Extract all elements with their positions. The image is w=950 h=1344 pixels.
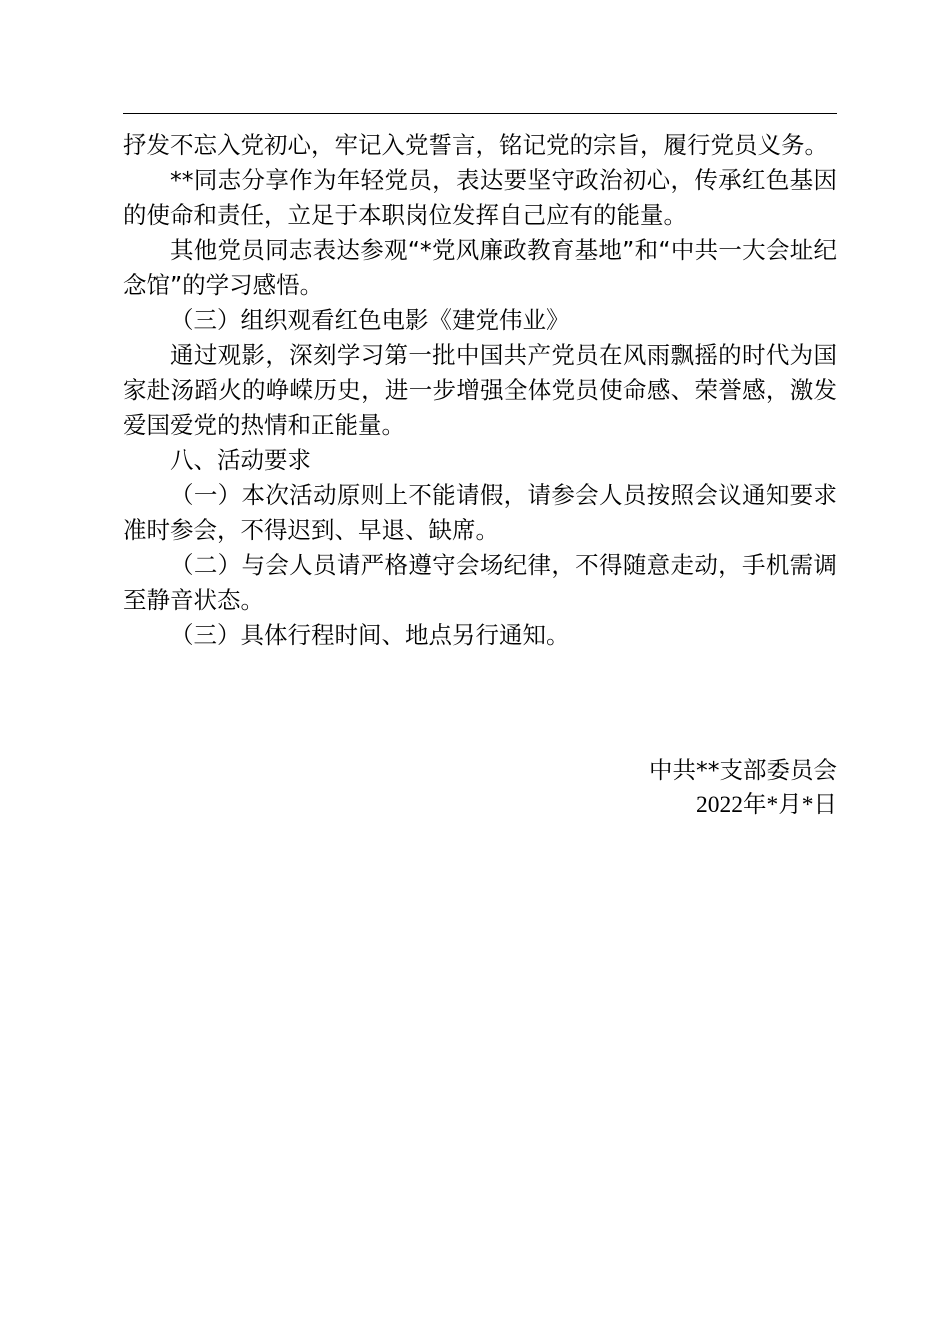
requirement-2: （二）与会人员请严格遵守会场纪律，不得随意走动，手机需调至静音状态。 (123, 551, 837, 614)
section-heading-screening: （三）组织观看红色电影《建党伟业》 (170, 306, 570, 334)
paragraph-1: 抒发不忘入党初心，牢记入党誓言，铭记党的宗旨，履行党员义务。 (123, 131, 828, 159)
signature-organization: 中共**支部委员会 (649, 756, 837, 784)
requirement-1: （一）本次活动原则上不能请假，请参会人员按照会议通知要求准时参会，不得迟到、早退、缺席。 (123, 481, 837, 544)
paragraph-3: 其他党员同志表达参观“*党风廉政教育基地”和“中共一大会址纪念馆”的学习感悟。 (123, 236, 837, 299)
header-rule (123, 113, 837, 114)
section-heading-requirements: 八、活动要求 (170, 446, 311, 474)
requirement-3: （三）具体行程时间、地点另行通知。 (170, 621, 570, 649)
paragraph-2: **同志分享作为年轻党员，表达要坚守政治初心，传承红色基因的使命和责任，立足于本职岗位发挥自己应有的能量。 (123, 166, 837, 229)
paragraph-5: 通过观影，深刻学习第一批中国共产党员在风雨飘摇的时代为国家赴汤蹈火的峥嵘历史，进一步增强全体党员使命感、荣誉感，激发爱国爱党的热情和正能量。 (123, 341, 837, 439)
signature-block (649, 753, 837, 823)
document-body (123, 128, 837, 653)
signature-date: 2022年*月*日 (696, 792, 837, 818)
